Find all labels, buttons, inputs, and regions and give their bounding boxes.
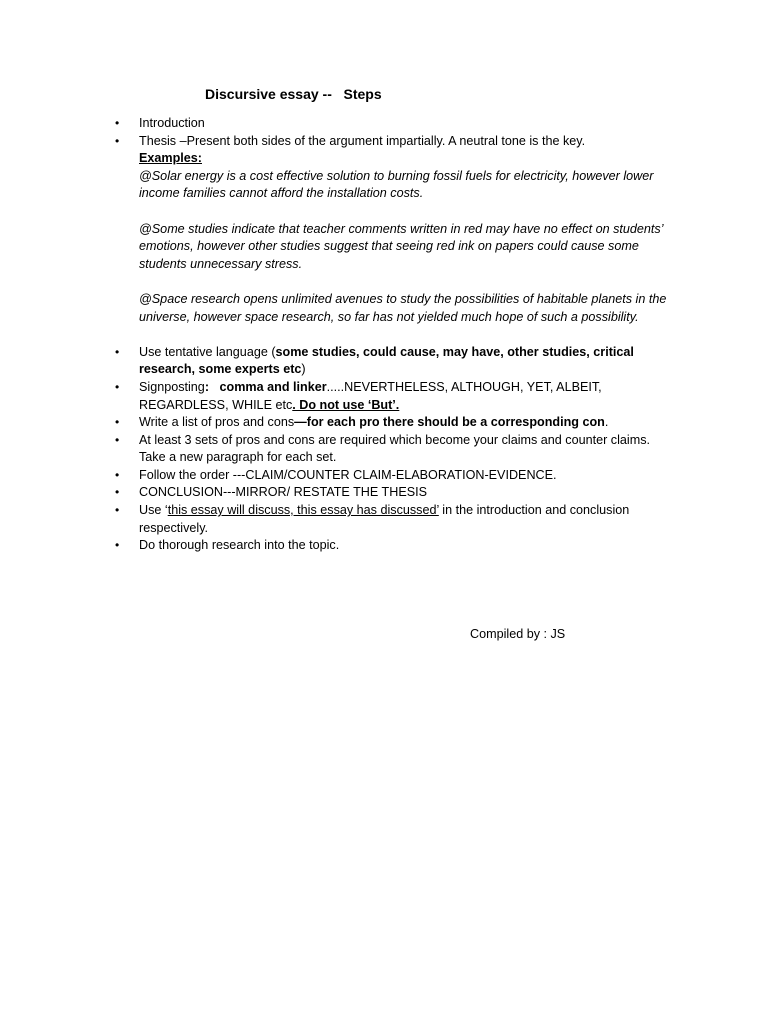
signposting-warning: . Do not use ‘But’. bbox=[292, 397, 400, 412]
bullet-icon: • bbox=[115, 503, 120, 518]
compiled-by: Compiled by : JS bbox=[470, 627, 566, 641]
bullet-icon: • bbox=[115, 467, 120, 482]
bullet-icon: • bbox=[115, 485, 120, 500]
pros-cons-suffix: . bbox=[604, 415, 609, 430]
list-item-introduction bbox=[112, 115, 677, 133]
tentative-prefix: Use tentative language ( bbox=[139, 344, 276, 359]
spacer bbox=[139, 203, 677, 221]
document-body bbox=[112, 115, 677, 555]
example-red-ink: @Some studies indicate that teacher comments written in red may have no effect on students’ emotions, however other studies suggest that seeing red ink on papers could cause some students unnecessary stress. bbox=[139, 221, 663, 271]
sets-text: At least 3 sets of pros and cons are required which become your claims and counter claims. Take a new paragraph for each set. bbox=[139, 432, 650, 465]
list-item-thesis bbox=[112, 133, 677, 344]
list-item-sets bbox=[112, 432, 677, 467]
research-text: Do thorough research into the topic. bbox=[139, 538, 340, 553]
bullet-icon: • bbox=[115, 538, 120, 553]
signposting-bold: comma and linker bbox=[219, 379, 327, 394]
list-item-pros-cons bbox=[112, 414, 677, 432]
bullet-icon: • bbox=[115, 379, 120, 394]
tentative-suffix: ) bbox=[301, 362, 306, 377]
list-item-use-phrases bbox=[112, 502, 677, 537]
document-title: Discursive essay -- Steps bbox=[205, 86, 382, 102]
signposting-colon: : bbox=[204, 379, 210, 394]
list-item-tentative-language bbox=[112, 344, 677, 379]
bullet-icon: • bbox=[115, 344, 120, 359]
list-item-research bbox=[112, 537, 677, 555]
example-solar: @Solar energy is a cost effective solution to burning fossil fuels for electricity, however lower income families cannot afford the installation costs. bbox=[139, 168, 654, 201]
bullet-icon: • bbox=[115, 116, 120, 130]
bullet-icon: • bbox=[115, 133, 120, 148]
signposting-linkers: .....NEVERTHELESS, ALTHOUGH, YET, ALBEIT, REGARDLESS, WHILE etc bbox=[139, 379, 602, 412]
use-phrases-underlined: this essay will discuss, this essay has discussed’ bbox=[167, 503, 439, 518]
spacer bbox=[139, 326, 677, 344]
conclusion-text: CONCLUSION---MIRROR/ RESTATE THE THESIS bbox=[139, 485, 428, 500]
thesis-text: Thesis –Present both sides of the argument impartially. A neutral tone is the key. bbox=[139, 133, 586, 148]
tentative-examples: some studies, could cause, may have, other studies, critical research, some experts etc bbox=[139, 344, 634, 377]
introduction-text: Introduction bbox=[139, 116, 205, 130]
order-text: Follow the order ---CLAIM/COUNTER CLAIM-ELABORATION-EVIDENCE. bbox=[139, 467, 557, 482]
list-item-signposting bbox=[112, 379, 677, 414]
signposting-label: Signposting bbox=[139, 379, 205, 394]
list-item-conclusion bbox=[112, 484, 677, 502]
spacer bbox=[139, 273, 677, 291]
pros-cons-prefix: Write a list of pros and cons bbox=[139, 415, 295, 430]
examples-label: Examples: bbox=[139, 151, 202, 166]
bullet-icon: • bbox=[115, 415, 120, 430]
example-space-research: @Space research opens unlimited avenues to study the possibilities of habitable planets in the universe, however space research, so far has not yielded much hope of such a possibility. bbox=[139, 291, 667, 324]
steps-list bbox=[112, 115, 677, 555]
bullet-icon: • bbox=[115, 432, 120, 447]
pros-cons-bold: —for each pro there should be a corresponding con bbox=[294, 415, 605, 430]
use-suffix: in the introduction and conclusion respectively. bbox=[139, 503, 630, 535]
use-prefix: Use ‘ bbox=[139, 503, 168, 518]
list-item-order bbox=[112, 467, 677, 485]
